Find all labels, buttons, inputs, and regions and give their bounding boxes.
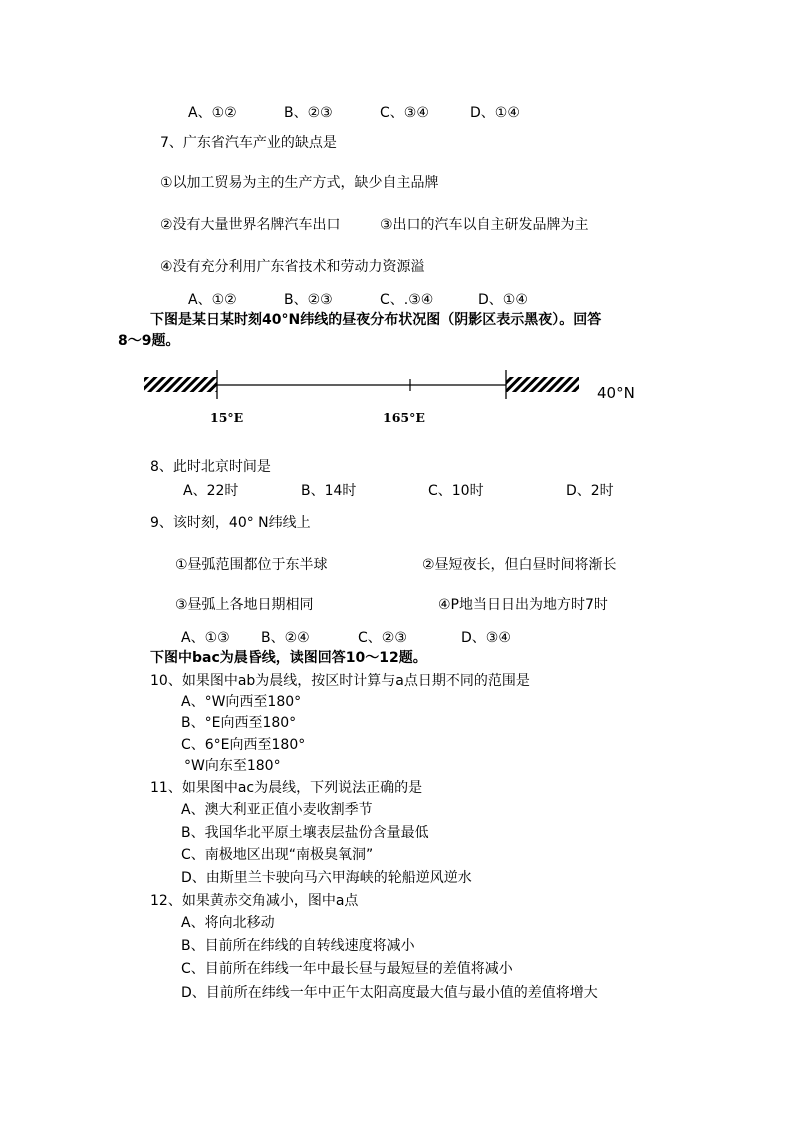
q9-option-d: D、③④ [461,630,511,646]
q7-item-4: ④没有充分利用广东省技术和劳动力资源溢 [160,259,425,275]
q11-option-c: C、南极地区出现“南极臭氧洞” [181,847,374,863]
q12-option-a: A、将向北移动 [181,915,275,931]
q10-option-d: °W向东至180° [184,758,281,774]
q9-item-1: ①昼弧范围都位于东半球 [175,557,328,573]
q12-option-d: D、目前所在纬线一年中正午太阳高度最大值与最小值的差值将增大 [181,985,598,1001]
night-zone-east [506,377,579,392]
q7-option-a: A、①② [188,292,237,308]
q6-option-c: C、③④ [380,105,429,121]
q8-stem: 8、此时北京时间是 [150,459,271,475]
q9-option-a: A、①③ [181,630,230,646]
q10-option-c: C、6°E向西至180° [181,737,306,753]
intro-10-12: 下图中bac为晨昏线，读图回答10～12题。 [150,650,427,666]
q11-option-a: A、澳大利亚正值小麦收割季节 [181,802,373,818]
q9-item-2: ②昼短夜长，但白昼时间将渐长 [422,557,617,573]
diagram-label-165e: 165°E [383,410,425,425]
q7-option-d: D、①④ [478,292,528,308]
intro-8-9-line-1: 下图是某日某时刻40°N纬线的昼夜分布状况图（阴影区表示黑夜）。回答 [150,312,602,328]
q11-stem: 11、如果图中ac为晨线，下列说法正确的是 [150,780,423,796]
q12-option-c: C、目前所在纬线一年中最长昼与最短昼的差值将减小 [181,961,513,977]
q10-stem: 10、如果图中ab为晨线，按区时计算与a点日期不同的范围是 [150,673,530,689]
q10-option-b: B、°E向西至180° [181,715,297,731]
q7-item-3: ③出口的汽车以自主研发品牌为主 [380,217,589,233]
q9-stem: 9、该时刻，40° N纬线上 [150,515,311,531]
q8-option-b: B、14时 [301,483,357,499]
diagram-label-latitude: 40°N [597,384,635,402]
q6-option-a: A、①② [188,105,237,121]
q9-option-b: B、②④ [261,630,310,646]
q9-option-c: C、②③ [358,630,407,646]
q9-item-3: ③昼弧上各地日期相同 [175,597,314,613]
night-zone-west [144,377,217,392]
q12-stem: 12、如果黄赤交角减小，图中a点 [150,893,359,909]
q10-option-a: A、°W向西至180° [181,694,302,710]
q6-option-d: D、①④ [470,105,520,121]
q7-item-1: ①以加工贸易为主的生产方式，缺少自主品牌 [160,175,439,191]
diagram-label-15e: 15°E [210,410,244,425]
q9-item-4: ④P地当日日出为地方时7时 [438,597,608,613]
q7-option-b: B、②③ [284,292,333,308]
q7-stem: 7、广东省汽车产业的缺点是 [160,135,337,151]
q6-option-b: B、②③ [284,105,333,121]
intro-8-9-line-2: 8～9题。 [118,333,180,349]
q7-option-c: C、.③④ [380,292,434,308]
q8-option-c: C、10时 [428,483,484,499]
q12-option-b: B、目前所在纬线的自转线速度将减小 [181,938,415,954]
q11-option-d: D、由斯里兰卡驶向马六甲海峡的轮船逆风逆水 [181,870,472,886]
q8-option-a: A、22时 [183,483,239,499]
q11-option-b: B、我国华北平原土壤表层盐份含量最低 [181,825,429,841]
q7-item-2: ②没有大量世界名牌汽车出口 [160,217,341,233]
q8-option-d: D、2时 [566,483,614,499]
